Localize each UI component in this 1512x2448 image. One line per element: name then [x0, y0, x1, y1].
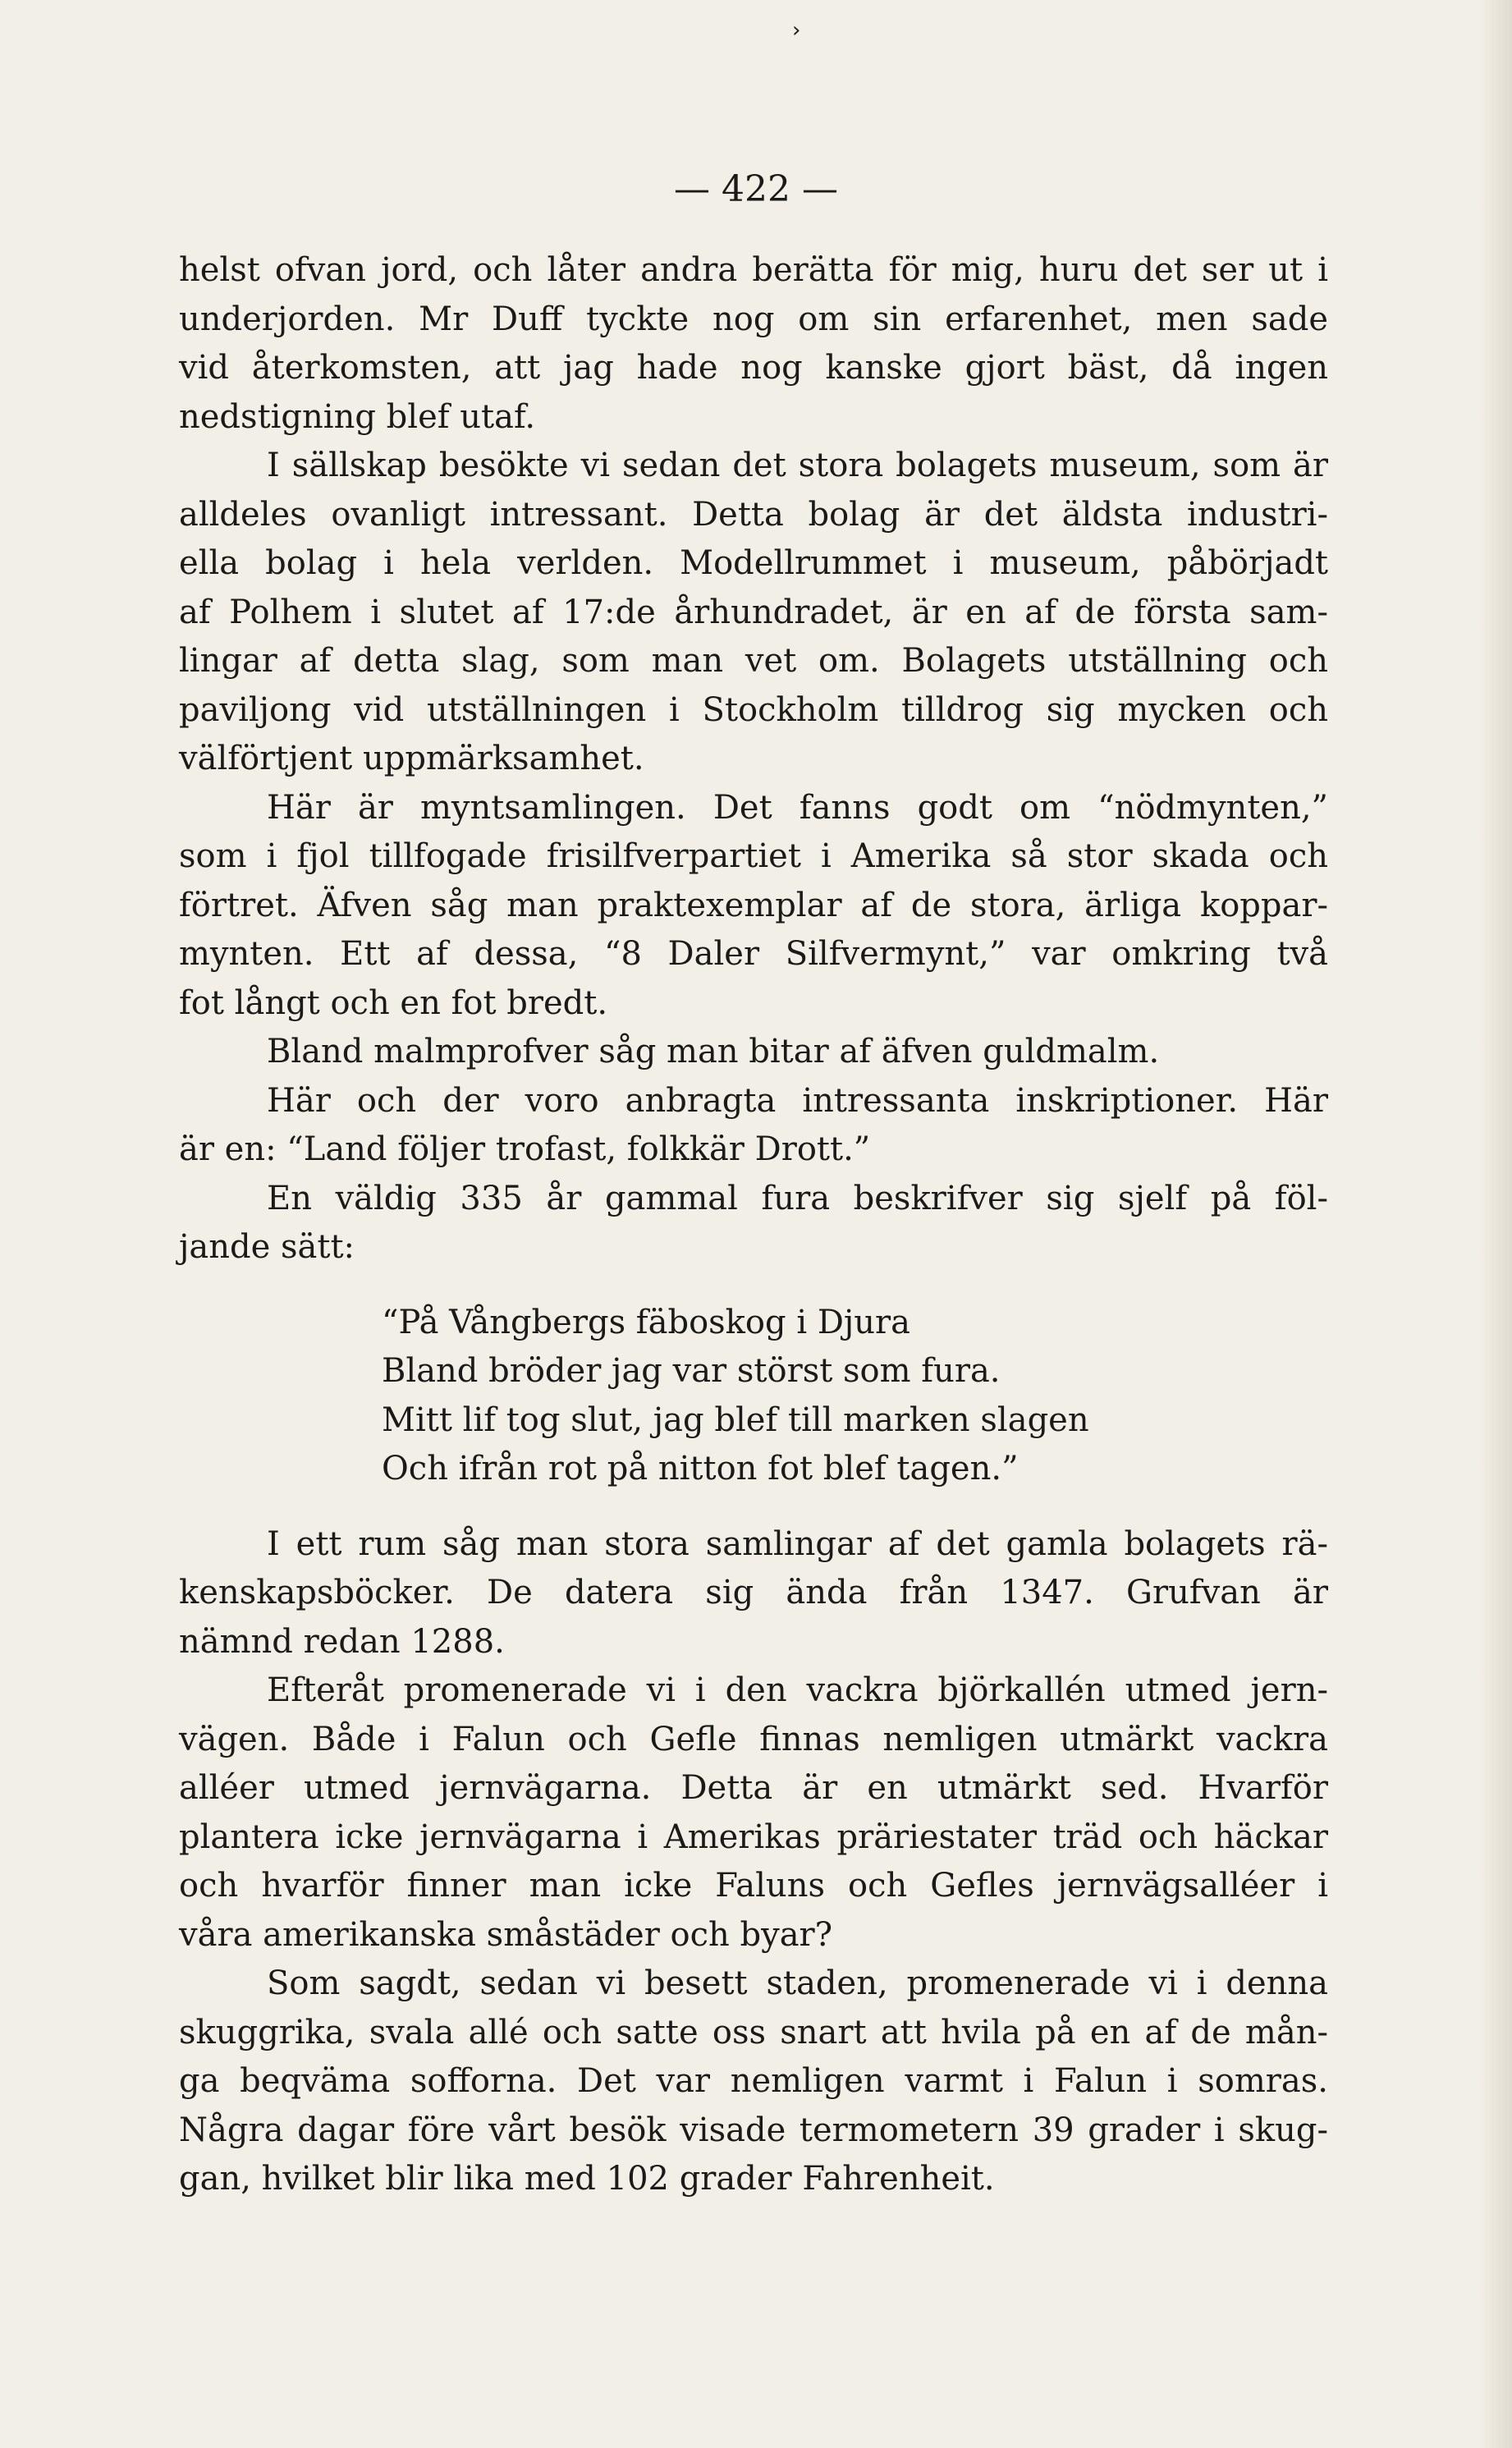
paragraph-5: [179, 1077, 1328, 1175]
text-line: Några dagar före vårt besök visade termometern 39 grader i skug-: [179, 2111, 1328, 2149]
page-number-dash-left: —: [674, 168, 710, 210]
text-line: lingar af detta slag, som man vet om. Bolagets utställning och: [179, 642, 1328, 680]
text-line: Här och der voro anbragta intressanta inskriptioner. Här: [267, 1081, 1328, 1120]
text-line: Här är myntsamlingen. Det fanns godt om “nödmynten,”: [267, 788, 1328, 827]
page-number-dash-right: —: [801, 168, 838, 210]
poem-quotation: [382, 1299, 1328, 1494]
paragraph-6: [179, 1175, 1328, 1272]
paragraph-8: [179, 1666, 1328, 1960]
text-line: vägen. Både i Falun och Gefle finnas nemligen utmärkt vackra: [179, 1720, 1328, 1758]
poem-verse: “På Vångbergs fäboskog i Djura: [382, 1303, 911, 1341]
text-line: förtret. Äfven såg man praktexemplar af de stora, ärliga koppar-: [179, 886, 1328, 924]
page-number: 422: [722, 168, 790, 210]
text-line: är en: “Land följer trofast, folkkär Drott.”: [179, 1130, 871, 1168]
text-line: alléer utmed jernvägarna. Detta är en utmärkt sed. Hvarför: [179, 1769, 1328, 1807]
text-line: vid återkomsten, att jag hade nog kanske gjort bäst, då ingen: [179, 349, 1328, 387]
text-line: välförtjent uppmärksamhet.: [179, 740, 644, 777]
text-line: gan, hvilket blir lika med 102 grader Fahrenheit.: [179, 2160, 995, 2198]
text-line: plantera icke jernvägarna i Amerikas präriestater träd och häckar: [179, 1818, 1328, 1856]
text-line: fot långt och en fot bredt.: [179, 983, 608, 1022]
paragraph-4: [179, 1028, 1328, 1077]
text-line: underjorden. Mr Duff tyckte nog om sin erfarenhet, men sade: [179, 300, 1328, 338]
text-line: I sällskap besökte vi sedan det stora bolagets museum, som är: [267, 447, 1328, 484]
text-line: paviljong vid utställningen i Stockholm tilldrog sig mycken och: [179, 690, 1328, 729]
paragraph-9: [179, 1960, 1328, 2204]
text-line: ga beqväma sofforna. Det var nemligen varmt i Falun i somras.: [179, 2062, 1328, 2100]
paragraph-1: [179, 246, 1328, 442]
text-line: skuggrika, svala allé och satte oss snart att hvila på en af de mån-: [179, 2013, 1328, 2051]
text-line: jande sätt:: [179, 1228, 355, 1266]
poem-verse: Bland bröder jag var störst som fura.: [382, 1352, 1001, 1390]
text-line: Efteråt promenerade vi i den vackra björkallén utmed jern-: [267, 1671, 1328, 1709]
paragraph-3: [179, 784, 1328, 1029]
text-line: af Polhem i slutet af 17:de århundradet, är en af de första sam-: [179, 593, 1328, 631]
poem-verse: Och ifrån rot på nitton fot blef tagen.”: [382, 1450, 1019, 1488]
text-line: och hvarför finner man icke Faluns och Gefles jernvägsalléer i: [179, 1867, 1328, 1905]
page-number-header: [0, 168, 1512, 210]
poem-verse: Mitt lif tog slut, jag blef till marken slagen: [382, 1400, 1089, 1439]
text-line: nämnd redan 1288.: [179, 1622, 505, 1661]
paragraph-2: [179, 442, 1328, 784]
text-line: alldeles ovanligt intressant. Detta bolag är det äldsta industri-: [179, 495, 1328, 534]
text-line: En väldig 335 år gammal fura beskrifver sig sjelf på föl-: [267, 1179, 1328, 1217]
paragraph-7: [179, 1520, 1328, 1667]
text-line: I ett rum såg man stora samlingar af det gamla bolagets rä-: [267, 1524, 1328, 1563]
text-line: ella bolag i hela verlden. Modellrummet i museum, påbörjadt: [179, 544, 1328, 582]
text-line: Som sagdt, sedan vi besett staden, promenerade vi i denna: [267, 1964, 1328, 2002]
text-line: mynten. Ett af dessa, “8 Daler Silfvermynt,” var omkring två: [179, 935, 1328, 973]
text-line: Bland malmprofver såg man bitar af äfven guldmalm.: [267, 1033, 1160, 1070]
text-line: som i fjol tillfogade frisilfverpartiet i Amerika så stor skada och: [179, 837, 1328, 875]
text-line: nedstigning blef utaf.: [179, 397, 536, 436]
text-line: kenskapsböcker. De datera sig ända från 1347. Grufvan är: [179, 1574, 1328, 1611]
body-text: [179, 246, 1328, 2204]
text-line: våra amerikanska småstäder och byar?: [179, 1915, 833, 1954]
stray-mark: ›: [792, 18, 801, 43]
text-line: helst ofvan jord, och låter andra berätta för mig, huru det ser ut i: [179, 251, 1328, 289]
